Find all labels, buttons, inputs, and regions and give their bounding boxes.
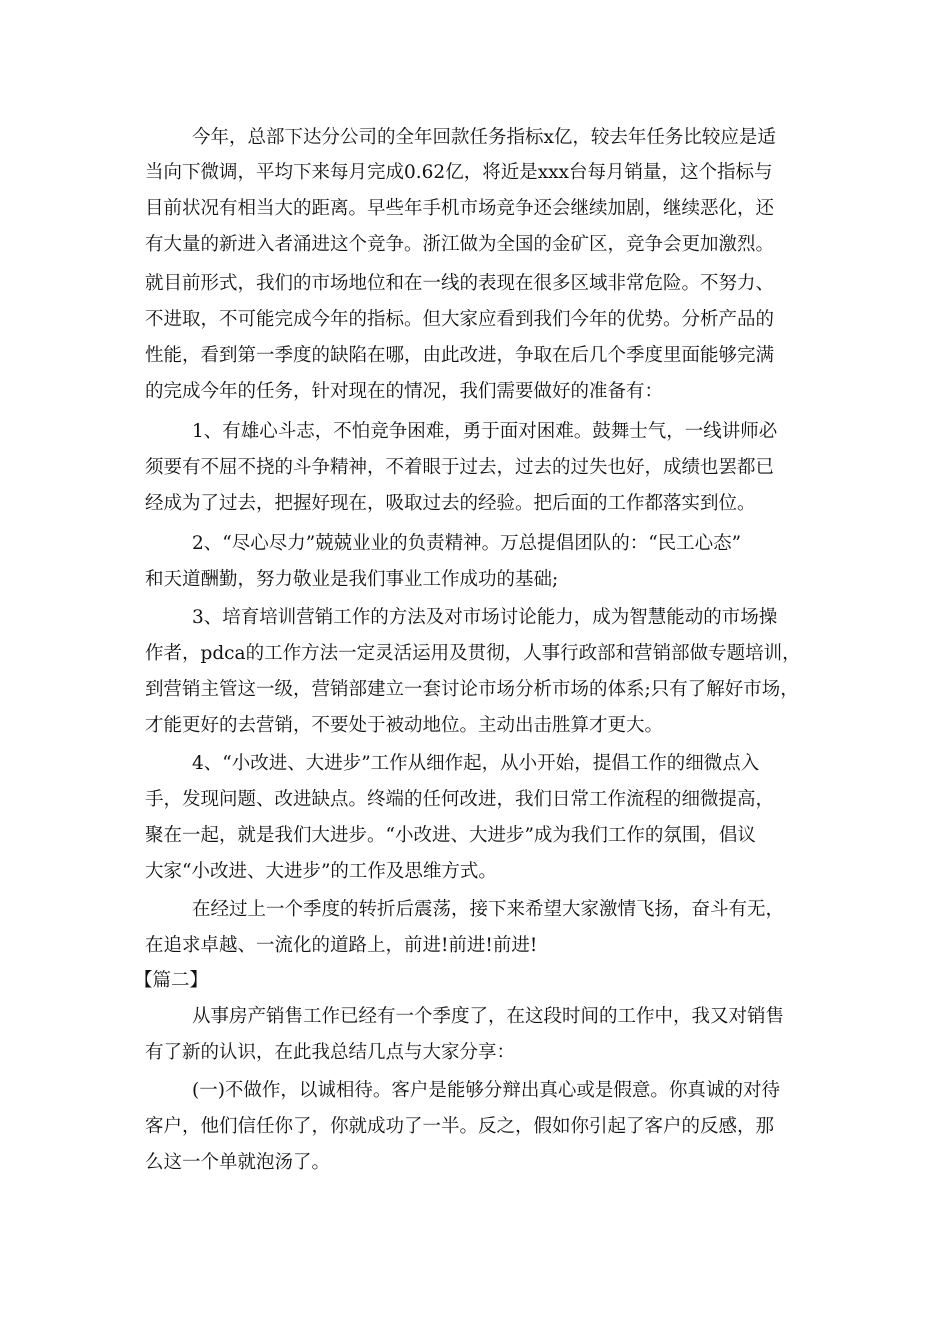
paragraph-line: 目前状况有相当大的距离。早些年手机市场竞争还会继续加剧，继续恶化，还 (145, 198, 775, 219)
paragraph-line: 有了新的认识，在此我总结几点与大家分享： (145, 1042, 516, 1063)
paragraph-line: 从事房产销售工作已经有一个季度了，在这段时间的工作中，我又对销售 (192, 1006, 785, 1027)
list-item-line: 4、“小改进、大进步”工作从细作起，从小开始，提倡工作的细微点入 (192, 753, 760, 774)
section-heading: 【篇二】 (134, 970, 209, 991)
paragraph-line: 不进取，不可能完成今年的指标。但大家应看到我们今年的优势。分析产品的 (145, 309, 775, 330)
paragraph-line: 在追求卓越、一流化的道路上，前进!前进!前进! (145, 935, 538, 956)
list-item-line: 经成为了过去，把握好现在，吸取过去的经验。把后面的工作都落实到位。 (145, 493, 756, 514)
list-item-line: 3、培育培训营销工作的方法及对市场讨论能力，成为智慧能动的市场操 (192, 607, 778, 628)
list-item-line: 大家“小改进、大进步”的工作及思维方式。 (145, 861, 497, 882)
paragraph-line: 在经过上一个季度的转折后震荡，接下来希望大家激情飞扬，奋斗有无， (192, 899, 785, 920)
paragraph-line: 当向下微调，平均下来每月完成0.62亿，将近是xxx台每月销量，这个指标与 (145, 162, 773, 183)
list-item-line: 手，发现问题、改进缺点。终端的任何改进，我们日常工作流程的细微提高， (145, 789, 775, 810)
paragraph-line: 性能，看到第一季度的缺陷在哪，由此改进，争取在后几个季度里面能够完满 (145, 345, 775, 366)
paragraph-line: 就目前形式，我们的市场地位和在一线的表现在很多区域非常危险。不努力、 (145, 273, 775, 294)
paragraph-line: 的完成今年的任务，针对现在的情况，我们需要做好的准备有： (145, 381, 664, 402)
list-item-line: 和天道酬勤，努力敬业是我们事业工作成功的基础; (145, 569, 559, 590)
list-item-line: 作者，pdca的工作方法一定灵活运用及贯彻，人事行政部和营销部做专题培训， (145, 643, 801, 664)
paragraph-line: 有大量的新进入者涌进这个竞争。浙江做为全国的金矿区，竞争会更加激烈。 (145, 234, 775, 255)
paragraph-line: (一)不做作，以诚相待。客户是能够分辩出真心或是假意。你真诚的对待 (192, 1080, 780, 1101)
list-item-line: 2、“尽心尽力”兢兢业业的负责精神。万总提倡团队的：“民工心态” (192, 533, 742, 554)
list-item-line: 聚在一起，就是我们大进步。“小改进、大进步”成为我们工作的氛围，倡议 (145, 825, 756, 846)
list-item-line: 才能更好的去营销，不要处于被动地位。主动出击胜算才更大。 (145, 715, 664, 736)
list-item-line: 到营销主管这一级，营销部建立一套讨论市场分析市场的体系;只有了解好市场， (145, 679, 799, 700)
list-item-line: 须要有不屈不挠的斗争精神，不着眼于过去，过去的过失也好，成绩也罢都已 (145, 457, 775, 478)
list-item-line: 1、有雄心斗志，不怕竞争困难，勇于面对困难。鼓舞士气，一线讲师必 (192, 421, 778, 442)
paragraph-line: 客户，他们信任你了，你就成功了一半。反之，假如你引起了客户的反感，那 (145, 1116, 775, 1137)
paragraph-line: 么这一个单就泡汤了。 (145, 1152, 331, 1173)
paragraph-line: 今年，总部下达分公司的全年回款任务指标x亿，较去年任务比较应是适 (192, 127, 776, 148)
